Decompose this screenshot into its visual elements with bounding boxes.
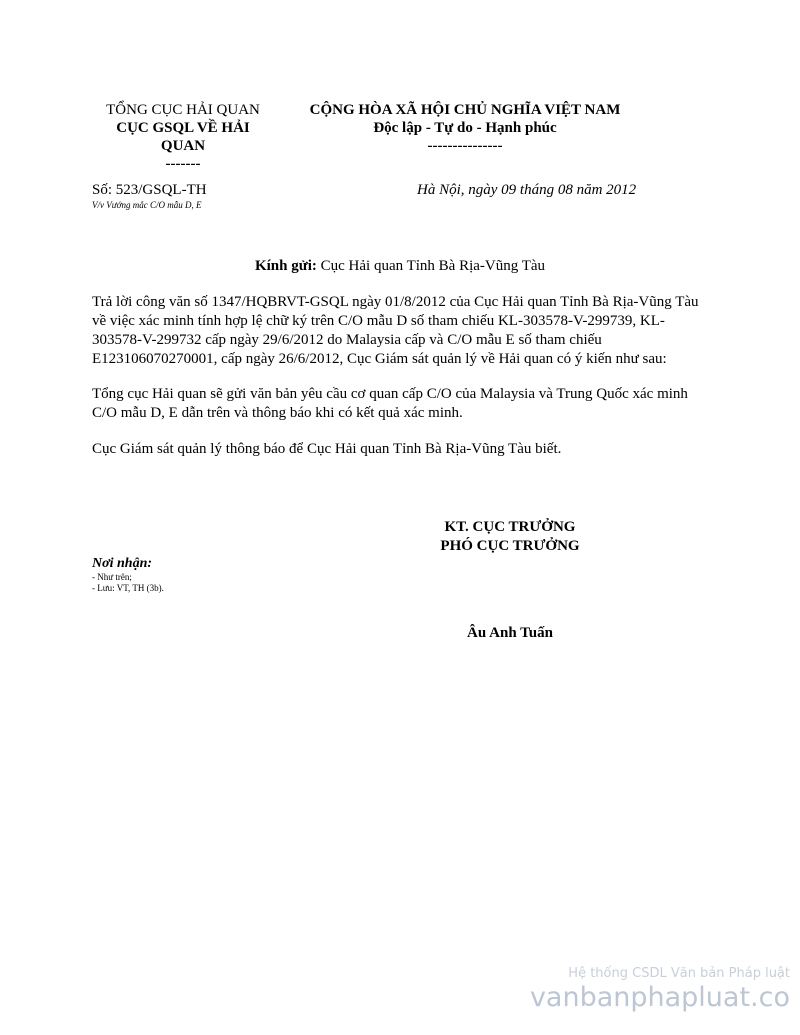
document-number: Số: 523/GSQL-TH (92, 182, 207, 198)
signature-title-line2: PHÓ CỤC TRƯỞNG (440, 538, 580, 554)
agency-name-line2: QUAN (160, 138, 206, 154)
signature-title-line1: KT. CỤC TRƯỞNG (444, 519, 576, 535)
motto-divider: --------------- (427, 138, 503, 154)
watermark-site: vanbanphapluat.co (529, 982, 790, 1013)
country-name: CỘNG HÒA XÃ HỘI CHỦ NGHĨA VIỆT NAM (309, 102, 621, 118)
recipient-label: Kính gửi: (254, 258, 317, 274)
recipient-name: Cục Hải quan Tỉnh Bà Rịa-Vũng Tàu (316, 258, 546, 274)
recipients-item: - Lưu: VT, TH (3b). (92, 583, 164, 593)
body-paragraph: Cục Giám sát quản lý thông báo để Cục Hải quan Tỉnh Bà Rịa-Vũng Tàu biết. (92, 441, 562, 457)
issuing-agency-header (88, 101, 278, 173)
motto: Độc lập - Tự do - Hạnh phúc (373, 120, 557, 136)
agency-divider: ------- (165, 156, 201, 172)
body-paragraph: Trả lời công văn số 1347/HQBRVT-GSQL ngày 01/8/2012 của Cục Hải quan Tỉnh Bà Rịa-Vũng Tàu về việc xác minh tính hợp lệ chữ ký trên C/O mẫu D số tham chiếu KL-303578-V-299739, KL-303578-V-299732 cấp ngày 29/6/2012 do Malaysia cấp và C/O mẫu E số tham chiếu E123106070270001, cấp ngày 26/6/2012, Cục Giám sát quản lý về Hải quan có ý kiến như sau: (92, 294, 699, 367)
watermark (530, 966, 790, 1014)
signer-name: Âu Anh Tuấn (467, 625, 553, 641)
agency-name-line1: CỤC GSQL VỀ HẢI (116, 120, 250, 136)
recipient-line (0, 258, 800, 275)
recipients-item: - Như trên; (92, 572, 132, 582)
signature-title (380, 518, 640, 556)
document-subject: V/v Vướng mắc C/O mẫu D, E (92, 200, 202, 210)
recipients-list (92, 556, 164, 594)
national-motto-header (280, 101, 650, 155)
document-date: Hà Nội, ngày 09 tháng 08 năm 2012 (417, 182, 637, 198)
agency-parent-name: TỔNG CỤC HẢI QUAN (106, 102, 260, 118)
recipients-heading: Nơi nhận: (92, 556, 153, 571)
watermark-caption: Hệ thống CSDL Văn bản Pháp luật (568, 966, 790, 981)
body-paragraph: Tổng cục Hải quan sẽ gửi văn bản yêu cầu cơ quan cấp C/O của Malaysia và Trung Quốc xác minh C/O mẫu D, E dẫn trên và thông báo khi có kết quả xác minh. (92, 386, 688, 421)
